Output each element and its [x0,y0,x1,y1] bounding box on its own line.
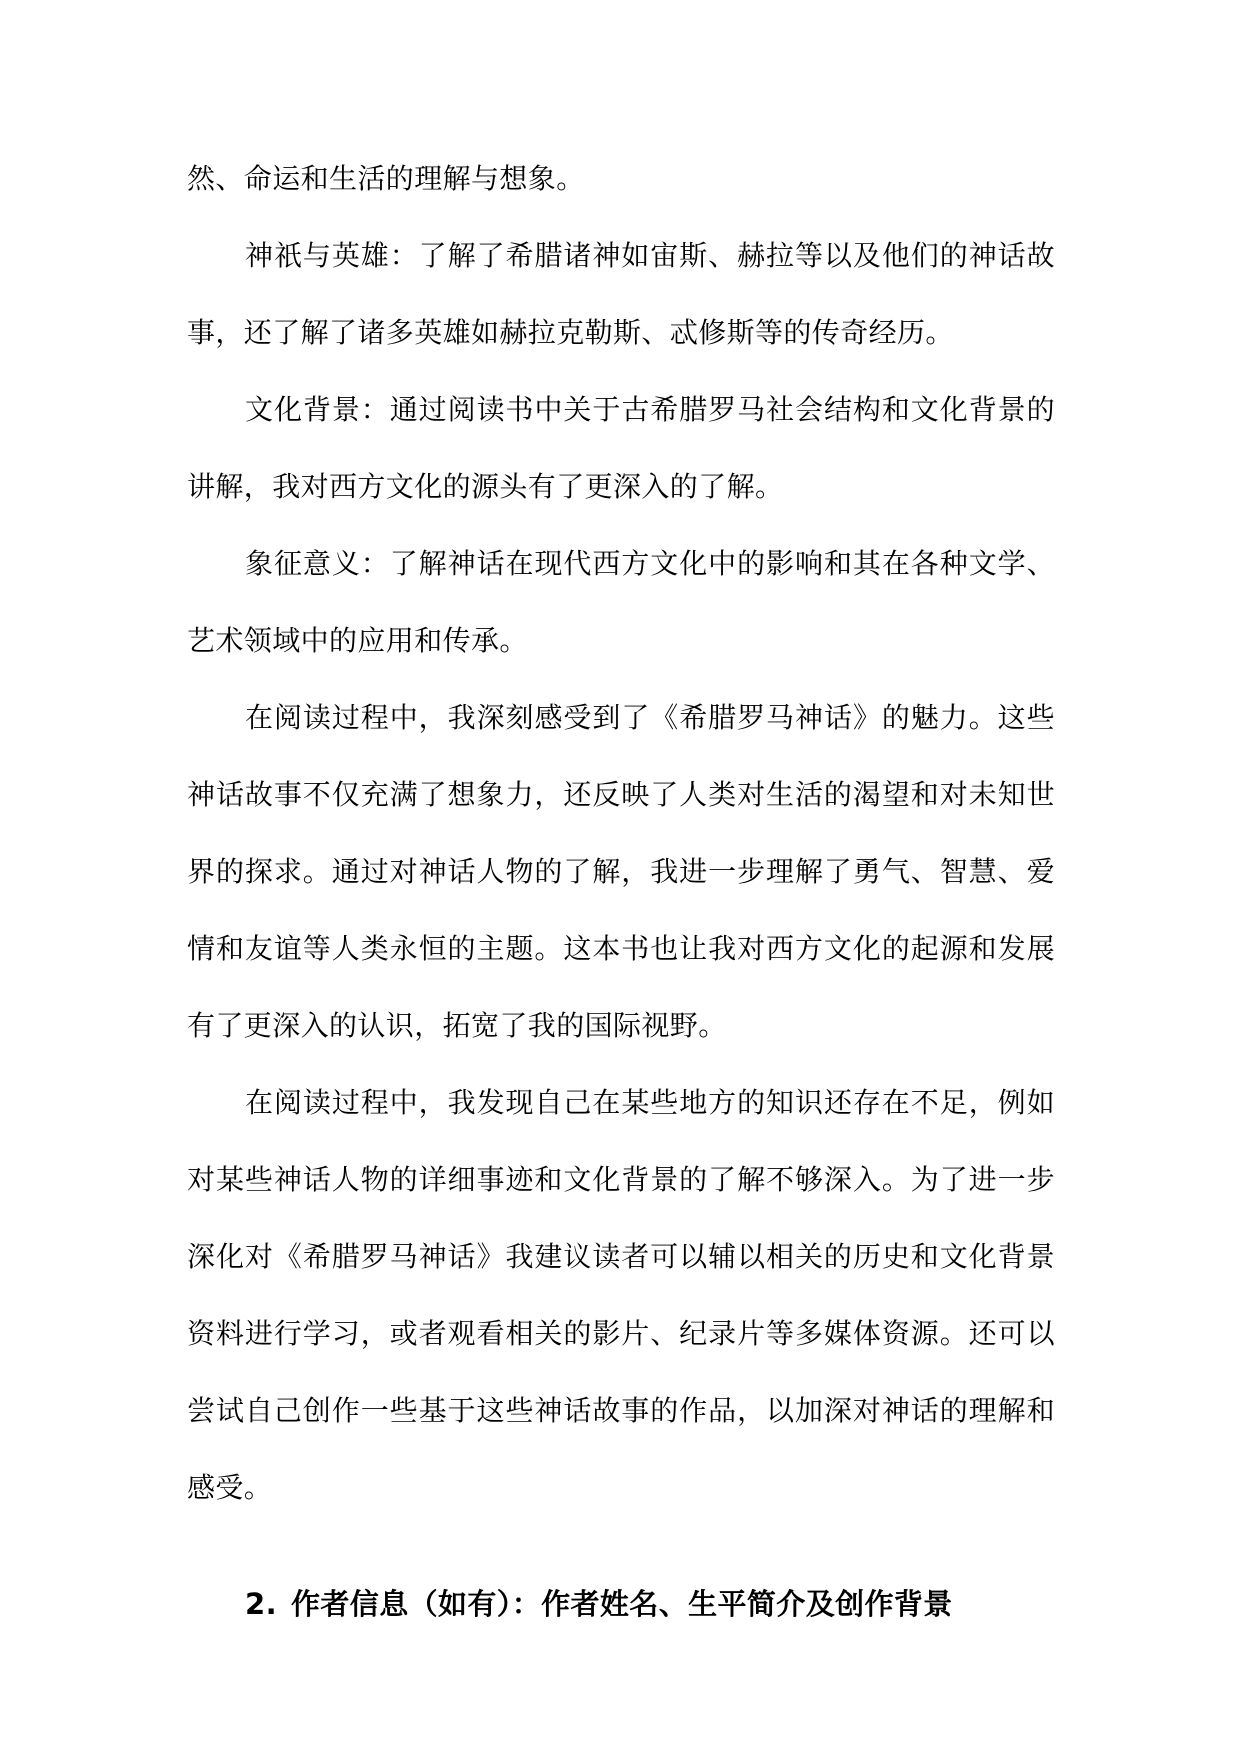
paragraph-cultural-background: 文化背景：通过阅读书中关于古希腊罗马社会结构和文化背景的讲解，我对西方文化的源头有了更深入的了解。 [187,393,1055,503]
document-body [187,140,1055,1643]
paragraph-reading-impressions: 在阅读过程中，我深刻感受到了《希腊罗马神话》的魅力。这些神话故事不仅充满了想象力，还反映了人类对生活的渴望和对未知世界的探求。通过对神话人物的了解，我进一步理解了勇气、智慧、爱情和友谊等人类永恒的主题。这本书也让我对西方文化的起源和发展有了更深入的认识，拓宽了我的国际视野。 [187,701,1055,1042]
paragraph-reading-suggestions: 在阅读过程中，我发现自己在某些地方的知识还存在不足，例如对某些神话人物的详细事迹和文化背景的了解不够深入。为了进一步深化对《希腊罗马神话》我建议读者可以辅以相关的历史和文化背景资料进行学习，或者观看相关的影片、纪录片等多媒体资源。还可以尝试自己创作一些基于这些神话故事的作品，以加深对神话的理解和感受。 [187,1086,1055,1504]
section-heading-number: 2. [245,1587,277,1621]
section-heading-author-info [187,1566,1055,1643]
paragraph-gods-and-heroes: 神祇与英雄：了解了希腊诸神如宙斯、赫拉等以及他们的神话故事，还了解了诸多英雄如赫拉克勒斯、忒修斯等的传奇经历。 [187,239,1055,349]
section-heading-text: 作者信息（如有）：作者姓名、生平简介及创作背景 [291,1587,953,1621]
paragraph-continuation: 然、命运和生活的理解与想象。 [187,162,585,195]
paragraph-symbolic-meaning: 象征意义：了解神话在现代西方文化中的影响和其在各种文学、艺术领域中的应用和传承。 [187,547,1055,657]
